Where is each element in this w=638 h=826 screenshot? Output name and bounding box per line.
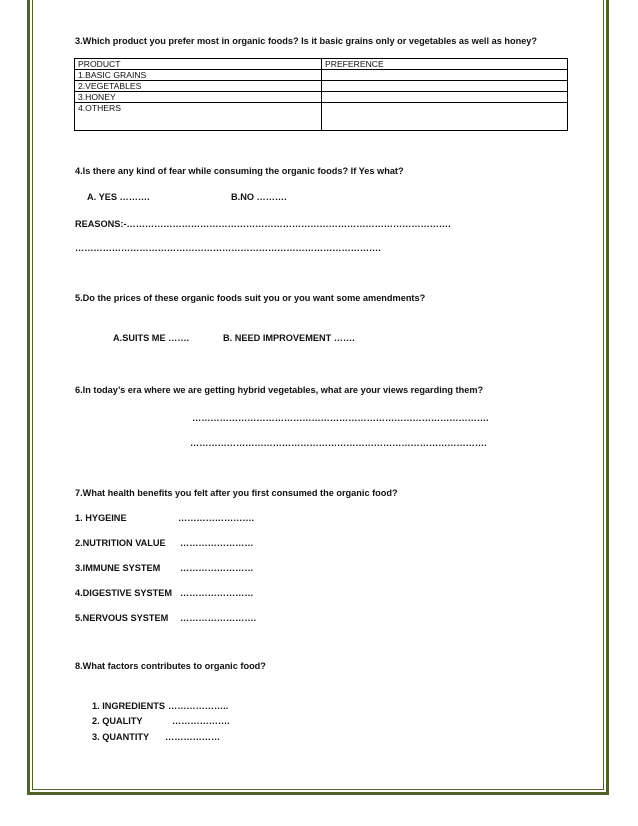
q7-item-blank[interactable]: …………………… [180, 588, 254, 598]
table-row [75, 103, 568, 131]
q8-item-blank[interactable]: ………………. [172, 716, 230, 726]
q5-option-suits-me[interactable]: A.SUITS ME ……. [113, 333, 190, 343]
q4-continuation-line[interactable]: ………………………………………………………………………………………. [75, 243, 381, 253]
q6-answer-line-1[interactable]: ……………………………………………………………………………………. [192, 413, 489, 423]
table-cell-product: 2.VEGETABLES [75, 81, 322, 92]
q7-item-label: 3.IMMUNE SYSTEM [75, 563, 161, 573]
table-header-product: PRODUCT [75, 59, 322, 70]
table-cell-product: 3.HONEY [75, 92, 322, 103]
q7-item-label: 4.DIGESTIVE SYSTEM [75, 588, 173, 598]
table-row [75, 92, 568, 103]
q8-item-label: 1. INGREDIENTS [92, 701, 166, 711]
q8-item-blank[interactable]: ……………… [165, 732, 221, 742]
table-row [75, 70, 568, 81]
table-cell-preference[interactable] [322, 81, 568, 92]
question-8: 8.What factors contributes to organic food? [75, 661, 266, 671]
question-5: 5.Do the prices of these organic foods suit you or you want some amendments? [75, 293, 426, 303]
table-cell-product: 1.BASIC GRAINS [75, 70, 322, 81]
q4-option-no[interactable]: B.NO ………. [231, 192, 287, 202]
q8-item-label: 2. QUALITY [92, 716, 143, 726]
product-preference-table [74, 58, 568, 131]
q7-item-label: 2.NUTRITION VALUE [75, 538, 166, 548]
q7-item-blank[interactable]: …………………… [180, 538, 254, 548]
table-cell-preference[interactable] [322, 92, 568, 103]
q7-item-label: 1. HYGEINE [75, 513, 127, 523]
q8-item-label: 3. QUANTITY [92, 732, 150, 742]
question-6: 6.In today’s era where we are getting hybrid vegetables, what are your views regarding them? [75, 385, 484, 395]
table-header-row [75, 59, 568, 70]
table-cell-preference[interactable] [322, 103, 568, 131]
table-cell-product: 4.OTHERS [75, 103, 322, 131]
q4-option-yes[interactable]: A. YES ………. [87, 192, 150, 202]
q7-item-blank[interactable]: …………………… [180, 563, 254, 573]
question-4: 4.Is there any kind of fear while consuming the organic foods? If Yes what? [75, 166, 404, 176]
q5-option-need-improvement[interactable]: B. NEED IMPROVEMENT ……. [223, 333, 355, 343]
q6-answer-line-2[interactable]: ……………………………………………………………………………………. [190, 438, 487, 448]
question-7: 7.What health benefits you felt after you first consumed the organic food? [75, 488, 398, 498]
q8-item-blank[interactable]: ……………….. [168, 701, 229, 711]
question-3: 3.Which product you prefer most in organic foods? Is it basic grains only or vegetables as well as honey? [75, 36, 538, 46]
table-header-preference: PREFERENCE [322, 59, 568, 70]
q7-item-blank[interactable]: ……………………. [180, 613, 257, 623]
q7-item-label: 5.NERVOUS SYSTEM [75, 613, 169, 623]
q4-reasons-line[interactable]: REASONS:-……………………………………………………………………………………………. [75, 219, 451, 229]
table-cell-preference[interactable] [322, 70, 568, 81]
table-row [75, 81, 568, 92]
q7-item-blank[interactable]: ……………………. [178, 513, 255, 523]
